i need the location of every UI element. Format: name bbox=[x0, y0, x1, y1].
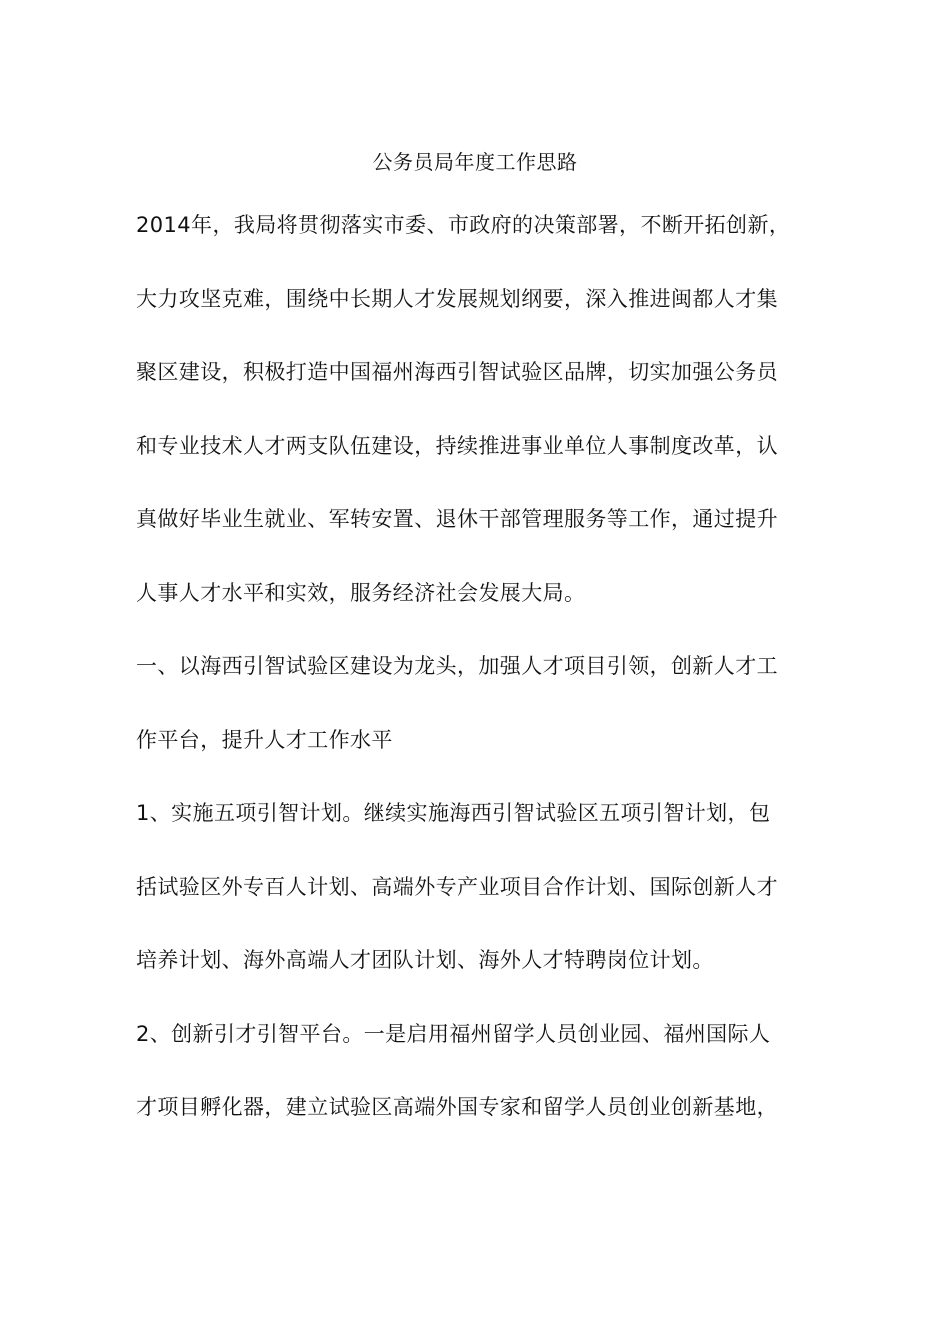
document-title: 公务员局年度工作思路 bbox=[372, 150, 578, 174]
body-line: 和专业技术人才两支队伍建设，持续推进事业单位人事制度改革，认 bbox=[136, 433, 778, 458]
body-line: 大力攻坚克难，围绕中长期人才发展规划纲要，深入推进闽都人才集 bbox=[136, 286, 778, 311]
body-line: 才项目孵化器，建立试验区高端外国专家和留学人员创业创新基地， bbox=[136, 1095, 778, 1119]
body-line: 1、实施五项引智计划。继续实施海西引智试验区五项引智计划，包 bbox=[136, 801, 771, 825]
body-line: 人事人才水平和实效，服务经济社会发展大局。 bbox=[136, 580, 586, 605]
body-line: 培养计划、海外高端人才团队计划、海外人才特聘岗位计划。 bbox=[136, 948, 714, 972]
section-heading-line: 一、以海西引智试验区建设为龙头，加强人才项目引领，创新人才工 bbox=[136, 654, 778, 678]
document-body bbox=[136, 205, 826, 1161]
body-line: 括试验区外专百人计划、高端外专产业项目合作计划、国际创新人才 bbox=[136, 874, 778, 899]
body-line: 2014年，我局将贯彻落实市委、市政府的决策部署，不断开拓创新， bbox=[136, 213, 791, 237]
body-line: 2、创新引才引智平台。一是启用福州留学人员创业园、福州国际人 bbox=[136, 1021, 771, 1046]
body-line: 聚区建设，积极打造中国福州海西引智试验区品牌，切实加强公务员 bbox=[136, 360, 778, 384]
section-heading-line: 作平台，提升人才工作水平 bbox=[136, 727, 393, 752]
body-line: 真做好毕业生就业、军转安置、退休干部管理服务等工作，通过提升 bbox=[136, 507, 778, 531]
